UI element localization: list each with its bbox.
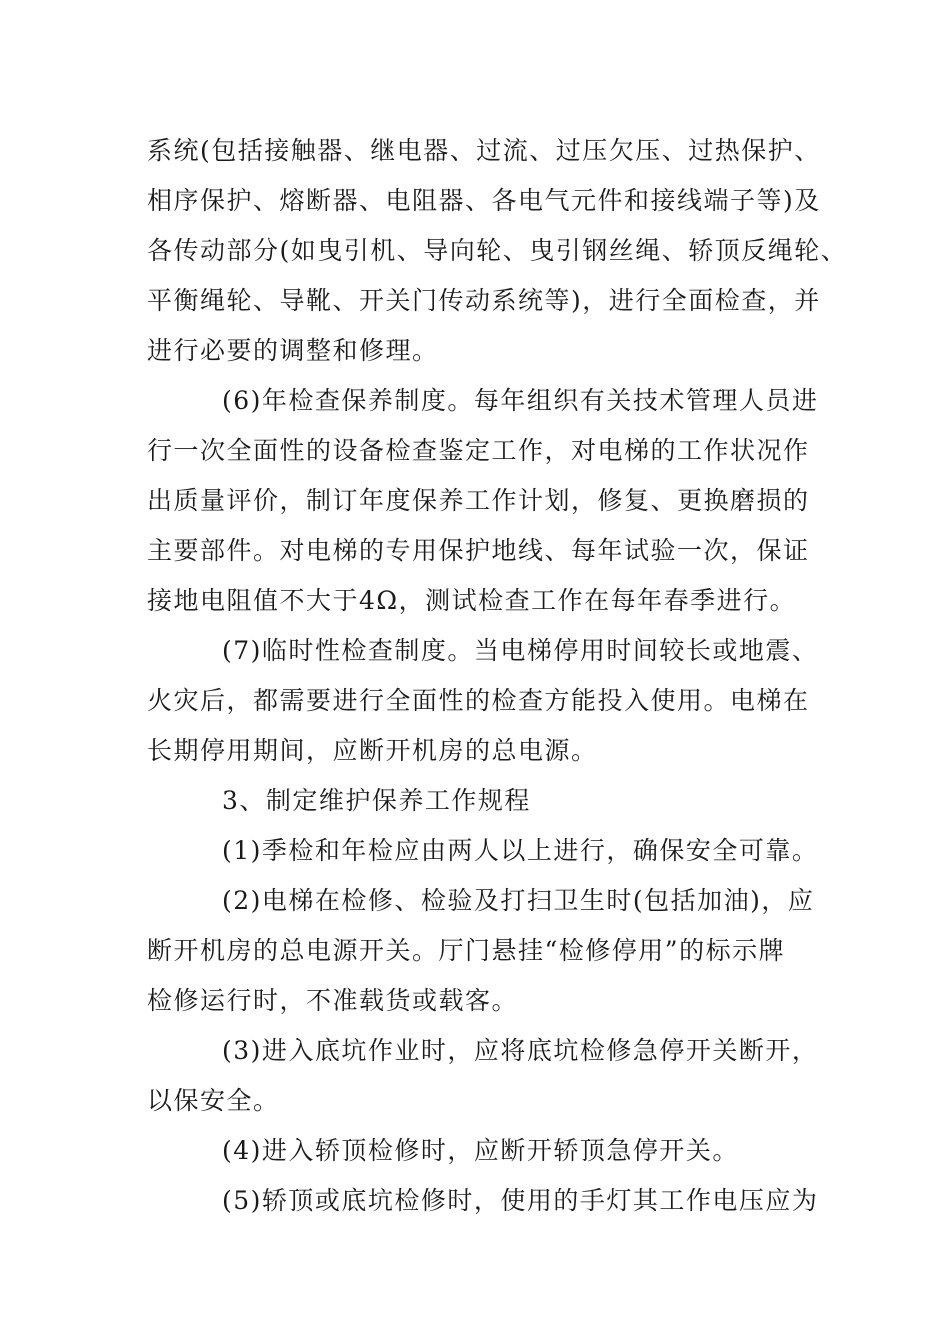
text-line: 火灾后，都需要进行全面性的检查方能投入使用。电梯在 bbox=[147, 686, 810, 715]
text-line: 检修运行时，不准载货或载客。 bbox=[147, 986, 519, 1015]
paragraph-first-line: (7)临时性检查制度。当电梯停用时间较长或地震、 bbox=[222, 636, 819, 665]
section-heading: 3、制定维护保养工作规程 bbox=[222, 786, 531, 815]
text-line: 各传动部分(如曳引机、导向轮、曳引钢丝绳、轿顶反绳轮、 bbox=[147, 236, 848, 265]
text-line: 以保安全。 bbox=[147, 1086, 280, 1115]
text-line: 接地电阻值不大于4Ω，测试检查工作在每年春季进行。 bbox=[147, 586, 797, 615]
text-line: 平衡绳轮、导靴、开关门传动系统等)，进行全面检查，并 bbox=[147, 286, 821, 315]
text-line: 断开机房的总电源开关。厅门悬挂“检修停用”的标示牌 bbox=[147, 936, 786, 965]
text-line: 主要部件。对电梯的专用保护地线、每年试验一次，保证 bbox=[147, 536, 810, 565]
paragraph-first-line: (4)进入轿顶检修时，应断开轿顶急停开关。 bbox=[222, 1136, 739, 1165]
paragraph-first-line: (1)季检和年检应由两人以上进行，确保安全可靠。 bbox=[222, 836, 819, 865]
paragraph-first-line: (2)电梯在检修、检验及打扫卫生时(包括加油)，应 bbox=[222, 886, 815, 915]
text-line: 进行必要的调整和修理。 bbox=[147, 336, 439, 365]
text-line: 行一次全面性的设备检查鉴定工作，对电梯的工作状况作 bbox=[147, 436, 810, 465]
paragraph-first-line: (3)进入底坑作业时，应将底坑检修急停开关断开， bbox=[222, 1036, 819, 1065]
text-line: 出质量评价，制订年度保养工作计划，修复、更换磨损的 bbox=[147, 486, 810, 515]
paragraph-first-line: (6)年检查保养制度。每年组织有关技术管理人员进 bbox=[222, 386, 819, 415]
text-line: 相序保护、熔断器、电阻器、各电气元件和接线端子等)及 bbox=[147, 186, 821, 215]
text-line: 长期停用期间，应断开机房的总电源。 bbox=[147, 736, 598, 765]
paragraph-first-line: (5)轿顶或底坑检修时，使用的手灯其工作电压应为 bbox=[222, 1186, 819, 1215]
text-line: 系统(包括接触器、继电器、过流、过压欠压、过热保护、 bbox=[147, 136, 821, 165]
